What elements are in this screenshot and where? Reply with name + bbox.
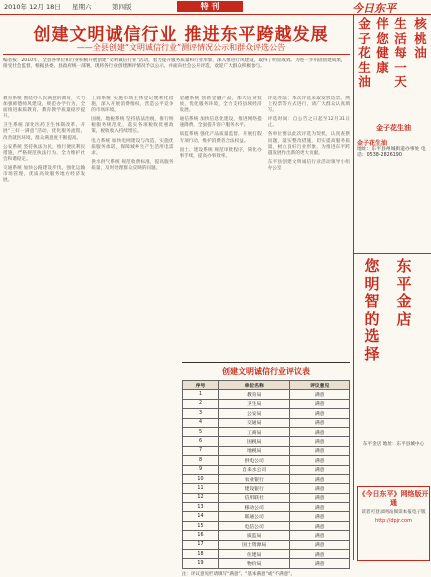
paragraph: 评选办法：本次评选采取发放选票、网上投票等方式进行，请广大群众认真填写。: [267, 96, 350, 114]
table-cell: 5: [183, 427, 219, 436]
table-cell: 9: [183, 465, 219, 474]
table-note: 注：评议意见栏请填写“满意”、“基本满意”或“不满意”。: [182, 571, 295, 577]
table-cell: 8: [183, 456, 219, 465]
peanut-oil-advert: [354, 15, 431, 122]
table-cell: 信用联社: [218, 493, 289, 502]
paragraph: 公安系统 坚持执法为民，推行便民利民措施，严格规范执法行为，全力维护社会和谐稳定。: [3, 144, 86, 162]
table-title: 创建文明诚信行业评议表: [222, 367, 310, 376]
paragraph: 工商系统 实施市场主体登记便利化措施，深入开展消费维权，营造公平竞争的市场环境。: [91, 96, 174, 114]
advert-address: 东平金店 地址：东平县城中心: [362, 442, 425, 447]
table-cell: 满意: [290, 503, 350, 512]
advert-address: 地址：东平县州城街道办事处 电话：0538-2826190: [357, 147, 426, 159]
table-cell: 国土资源局: [218, 540, 289, 549]
table-cell: 7: [183, 446, 219, 455]
table-row: [183, 446, 350, 455]
table-header-cell: 评议意见: [290, 381, 350, 390]
paragraph: 国税、地税系统 坚持依法治税，推行纳税服务规范化，落实各项税收优惠政策，税收收入持续增长。: [91, 117, 174, 135]
table-cell: 17: [183, 540, 219, 549]
table-cell: 满意: [290, 427, 350, 436]
table-cell: 公安局: [218, 409, 289, 418]
table-cell: 满意: [290, 531, 350, 540]
table-cell: 10: [183, 474, 219, 483]
table-row: [183, 390, 350, 399]
table-cell: 卫生局: [218, 399, 289, 408]
page-number: 第四版: [112, 3, 132, 11]
table-cell: 教育局: [218, 390, 289, 399]
table-cell: 物价局: [218, 559, 289, 568]
article-column-1: [3, 96, 85, 552]
table-cell: 满意: [290, 559, 350, 568]
paragraph: 教育系统 围绕办人民满意的教育，大力加强师德师风建设，规范办学行为，全面推进素质教育，教育教学质量稳步提升。: [3, 96, 86, 120]
notice-text: 读者可登录网站阅读本报电子版: [361, 510, 426, 515]
table-cell: 2: [183, 399, 219, 408]
paragraph: 交通系统 加快公路建设步伐，强化运输市场管理，优质高效服务地方经济发展。: [3, 165, 86, 184]
table-row: [183, 399, 350, 408]
masthead-bar: [0, 0, 431, 15]
table-cell: 供电公司: [218, 456, 289, 465]
table-row: [183, 503, 350, 512]
table-cell: 18: [183, 550, 219, 559]
table-cell: 14: [183, 512, 219, 521]
table-cell: 自来水公司: [218, 465, 289, 474]
table-cell: 4: [183, 418, 219, 427]
table-row: [183, 512, 350, 521]
table-cell: 移动公司: [218, 503, 289, 512]
table-cell: 满意: [290, 550, 350, 559]
table-cell: 满意: [290, 446, 350, 455]
online-edition-notice: [357, 486, 430, 561]
table-cell: 满意: [290, 493, 350, 502]
table-cell: 12: [183, 493, 219, 502]
paragraph: 各单位要以此次评选为契机，认真查摆问题，落实整改措施，切实提高服务质量，树立良好行业形象，为推进东平跨越发展作出新的更大贡献。: [267, 132, 350, 156]
gold-store-advert: [354, 253, 431, 484]
table-cell: 农业银行: [218, 474, 289, 483]
issue-date: 2010年 12月 18日: [4, 3, 61, 11]
advert-vertical-text: 金子花生油: [358, 16, 371, 89]
table-cell: 满意: [290, 418, 350, 427]
website-link[interactable]: http://dpjr.com: [375, 518, 412, 524]
table-cell: 满意: [290, 409, 350, 418]
table-cell: 满意: [290, 512, 350, 521]
table-cell: 国税局: [218, 437, 289, 446]
table-row: [183, 427, 350, 436]
evaluation-table-box: [182, 362, 350, 577]
title-divider: [3, 54, 350, 55]
advert-slogan: 金子花生油: [376, 124, 411, 132]
paragraph: 东平县创建文明诚信行业活动领导小组办公室: [267, 159, 350, 171]
paragraph: 卫生系统 深化医药卫生体制改革，开展“三好一满意”活动，优化服务流程，改善就医环境，群众满意度不断提高。: [3, 123, 86, 141]
table-cell: 联通公司: [218, 512, 289, 521]
table-header-cell: 单位名称: [218, 381, 289, 390]
table-cell: 建设银行: [218, 484, 289, 493]
table-row: [183, 550, 350, 559]
table-row: [183, 531, 350, 540]
table-cell: 满意: [290, 465, 350, 474]
table-cell: 15: [183, 521, 219, 530]
paragraph: 评选时间：自公告之日起至12月31日止。: [267, 117, 350, 129]
advert-contact: [357, 141, 430, 160]
advert-brand: 金子花生油: [357, 140, 388, 147]
article-column-2: [91, 96, 173, 552]
paragraph: 国土、建设系统 规范审批程序，简化办事手续，提高办事效率。: [179, 147, 262, 159]
issue-weekday: 星期六: [72, 3, 92, 11]
table-cell: 住建局: [218, 550, 289, 559]
paragraph: 电力系统 加快电网建设与改造，实施优质服务承诺，保障城乡生产生活用电需求。: [91, 138, 174, 156]
advert-vertical-text: 核桃油: [414, 16, 427, 60]
table-row: [183, 493, 350, 502]
table-row: [183, 465, 350, 474]
article-intro: 编者按：2010年，全县各单位和行业积极开展创建“文明诚信行业”活动，着力提升服务质量和行业形象，深入推进行风建设，取得了明显成效。为进一步巩固创建成果，接受社会监督，根据县委、县政府统一部署，现将各行业创建测评情况予以公示，并面向社会公开评选，欢迎广大群众积极参与。: [3, 58, 346, 69]
table-cell: 满意: [290, 484, 350, 493]
evaluation-table: [182, 380, 350, 569]
table-row: [183, 437, 350, 446]
table-row: [183, 484, 350, 493]
table-body: [183, 390, 350, 568]
table-header-cell: 序号: [183, 381, 219, 390]
table-cell: 满意: [290, 456, 350, 465]
table-row: [183, 521, 350, 530]
table-cell: 3: [183, 409, 219, 418]
paper-name: 今日东平: [352, 2, 396, 15]
advert-column: [353, 15, 431, 560]
table-cell: 满意: [290, 399, 350, 408]
table-row: [183, 474, 350, 483]
table-cell: 满意: [290, 390, 350, 399]
table-cell: 工商局: [218, 427, 289, 436]
notice-title: 《今日东平》网络版开通: [358, 490, 429, 507]
table-cell: 1: [183, 390, 219, 399]
table-cell: 满意: [290, 540, 350, 549]
table-cell: 13: [183, 503, 219, 512]
paragraph: 通信系统 加快信息化建设，推进网络提速降费，全面提升客户服务水平。: [179, 117, 262, 129]
table-row: [183, 559, 350, 568]
table-row: [183, 456, 350, 465]
table-row: [183, 418, 350, 427]
table-row: [183, 409, 350, 418]
advert-vertical-text: 伴您健康: [376, 16, 389, 75]
paragraph: 质监系统 强化产品质量监督，开展打假专项行动，维护消费者合法权益。: [179, 132, 262, 144]
table-cell: 11: [183, 484, 219, 493]
advert-vertical-text: 生活每一天: [394, 16, 407, 89]
table-cell: 满意: [290, 474, 350, 483]
article-title: 创建文明诚信行业 推进东平跨越发展: [33, 25, 329, 45]
table-cell: 6: [183, 437, 219, 446]
article-subtitle: ——全县创建“文明诚信行业”测评情况公示和群众评选公告: [76, 43, 286, 52]
table-cell: 19: [183, 559, 219, 568]
table-cell: 交通局: [218, 418, 289, 427]
section-tag: 特 刊: [177, 1, 243, 12]
table-cell: 16: [183, 531, 219, 540]
table-cell: 电信公司: [218, 521, 289, 530]
table-cell: 满意: [290, 437, 350, 446]
paragraph: 金融系统 创新金融产品，加大信贷投放，优化服务环境，全力支持县域经济发展。: [179, 96, 262, 114]
table-row: [183, 540, 350, 549]
table-cell: 质监局: [218, 531, 289, 540]
table-cell: 满意: [290, 521, 350, 530]
table-cell: 地税局: [218, 446, 289, 455]
advert-vertical-text: 东平金店: [396, 257, 412, 328]
table-header-row: [183, 381, 350, 390]
paragraph: 供水供气系统 规范收费标准，提高服务质量，及时处理群众反映的问题。: [91, 159, 174, 171]
advert-vertical-text: 您明智的选择: [364, 257, 380, 363]
